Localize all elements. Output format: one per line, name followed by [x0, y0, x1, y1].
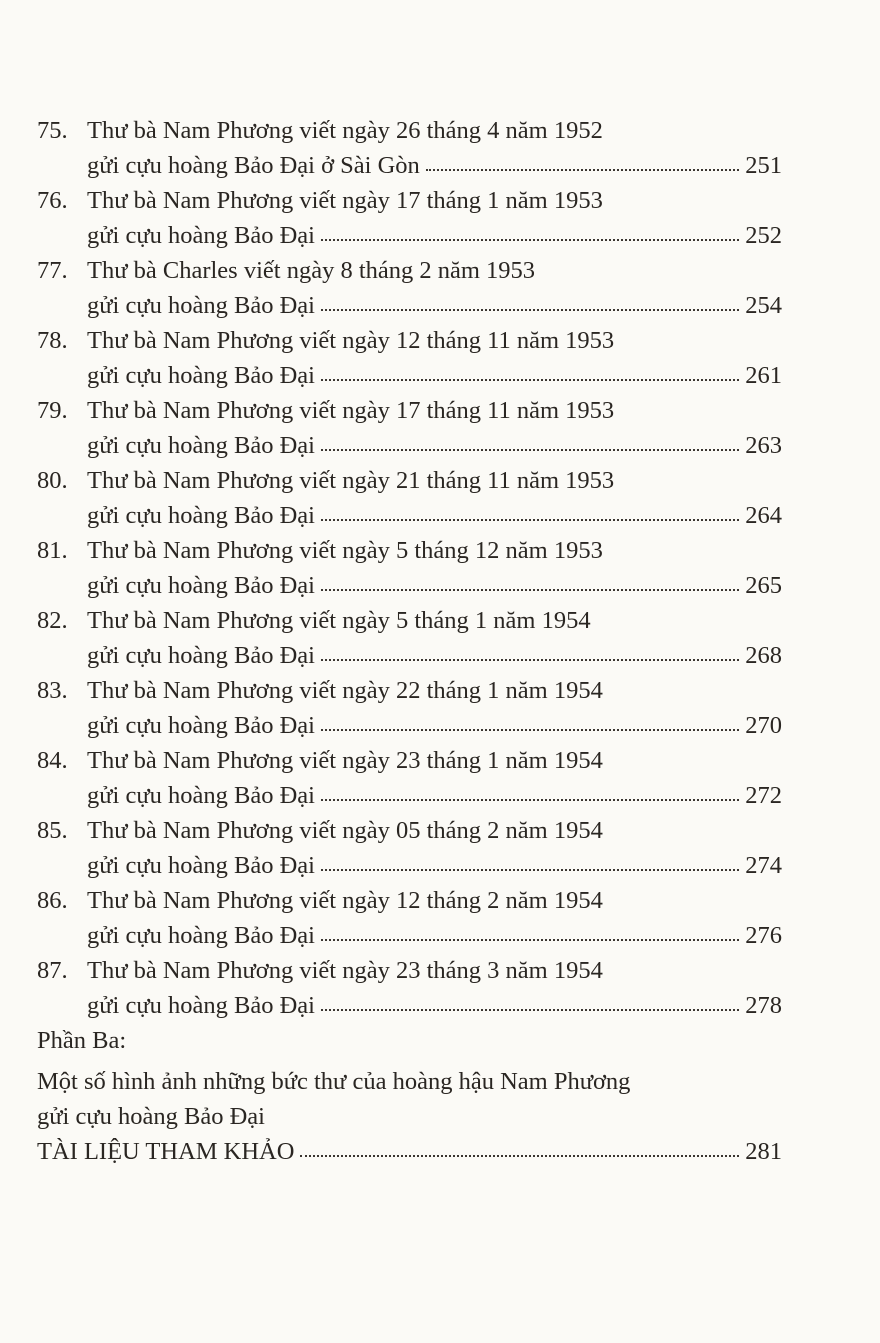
toc-entry-title: Thư bà Nam Phương viết ngày 05 tháng 2 năm 1954 [87, 817, 603, 844]
dot-leader [321, 289, 739, 314]
toc-entry[interactable] [37, 603, 782, 673]
dot-leader [321, 359, 739, 384]
toc-entry-subtitle-line [37, 708, 782, 743]
toc-entry-title: Thư bà Nam Phương viết ngày 5 tháng 12 năm 1953 [87, 537, 603, 564]
toc-entry-title: Thư bà Charles viết ngày 8 tháng 2 năm 1953 [87, 257, 536, 284]
toc-entry-subtitle-line [37, 918, 782, 953]
toc-entry-subtitle-line [37, 778, 782, 813]
references-label: TÀI LIỆU THAM KHẢO [37, 1138, 295, 1165]
dot-leader [321, 219, 739, 244]
dot-leader [321, 429, 739, 454]
toc-entry-page-number: 263 [745, 432, 782, 459]
toc-entry-title-line [37, 393, 782, 428]
toc-entry-subtitle: gửi cựu hoàng Bảo Đại [87, 782, 315, 809]
toc-entry-subtitle-line [37, 218, 782, 253]
toc-entry-number: 77. [37, 257, 68, 284]
toc-entry-number: 83. [37, 677, 68, 704]
toc-entry-subtitle: gửi cựu hoàng Bảo Đại [87, 222, 315, 249]
dot-leader [321, 569, 739, 594]
toc-entry-title-line [37, 183, 782, 218]
dot-leader [321, 639, 739, 664]
toc-entry-number: 86. [37, 887, 68, 914]
toc-entry[interactable] [37, 813, 782, 883]
references-entry[interactable] [37, 1134, 782, 1169]
dot-leader [321, 989, 739, 1014]
toc-entry-page-number: 265 [745, 572, 782, 599]
toc-entry-title: Thư bà Nam Phương viết ngày 17 tháng 1 năm 1953 [87, 187, 603, 214]
toc-entry-title-line [37, 813, 782, 848]
part-three-title-line-1: Một số hình ảnh những bức thư của hoàng hậu Nam Phương [37, 1068, 631, 1095]
toc-entry-number: 78. [37, 327, 68, 354]
dot-leader [321, 919, 739, 944]
toc-entry-page-number: 254 [745, 292, 782, 319]
toc-entry-subtitle-line [37, 638, 782, 673]
toc-entry-title-line [37, 463, 782, 498]
toc-entry-number: 76. [37, 187, 68, 214]
toc-entry-subtitle-line [37, 988, 782, 1023]
toc-entry-subtitle: gửi cựu hoàng Bảo Đại [87, 362, 315, 389]
toc-entry-title: Thư bà Nam Phương viết ngày 17 tháng 11 năm 1953 [87, 397, 615, 424]
toc-entry[interactable] [37, 673, 782, 743]
toc-entry-subtitle-line [37, 288, 782, 323]
toc-entry[interactable] [37, 183, 782, 253]
toc-entry-subtitle: gửi cựu hoàng Bảo Đại [87, 852, 315, 879]
toc-entry-page-number: 278 [745, 992, 782, 1019]
toc-entry-title-line [37, 253, 782, 288]
toc-entry-title: Thư bà Nam Phương viết ngày 22 tháng 1 năm 1954 [87, 677, 603, 704]
toc-entry[interactable] [37, 323, 782, 393]
toc-entry[interactable] [37, 393, 782, 463]
part-three-heading: Phần Ba: [37, 1027, 127, 1054]
toc-entry-subtitle-line [37, 568, 782, 603]
toc-entry-subtitle: gửi cựu hoàng Bảo Đại [87, 642, 315, 669]
toc-entry-page-number: 274 [745, 852, 782, 879]
toc-entry[interactable] [37, 533, 782, 603]
toc-entry-title: Thư bà Nam Phương viết ngày 26 tháng 4 năm 1952 [87, 117, 603, 144]
references-page-number: 281 [745, 1138, 782, 1165]
table-of-contents [37, 113, 782, 1169]
toc-entry-subtitle-line [37, 428, 782, 463]
toc-entry-title-line [37, 743, 782, 778]
toc-entry-title: Thư bà Nam Phương viết ngày 5 tháng 1 năm 1954 [87, 607, 591, 634]
toc-entry-title: Thư bà Nam Phương viết ngày 12 tháng 2 năm 1954 [87, 887, 603, 914]
toc-entry-subtitle: gửi cựu hoàng Bảo Đại [87, 712, 315, 739]
dot-leader [321, 779, 739, 804]
dot-leader [321, 499, 739, 524]
toc-entry-page-number: 270 [745, 712, 782, 739]
toc-entry-subtitle: gửi cựu hoàng Bảo Đại [87, 502, 315, 529]
toc-entry-number: 84. [37, 747, 68, 774]
toc-entry-title-line [37, 113, 782, 148]
dot-leader [426, 149, 739, 174]
toc-entry-number: 81. [37, 537, 68, 564]
toc-entry-subtitle: gửi cựu hoàng Bảo Đại [87, 922, 315, 949]
dot-leader [321, 849, 739, 874]
toc-entry-title-line [37, 533, 782, 568]
dot-leader [300, 1135, 739, 1160]
toc-entry-page-number: 251 [745, 152, 782, 179]
toc-entry[interactable] [37, 463, 782, 533]
toc-entry-subtitle: gửi cựu hoàng Bảo Đại ở Sài Gòn [87, 152, 420, 179]
part-three-title-line-2: gửi cựu hoàng Bảo Đại [37, 1103, 265, 1130]
toc-entry-number: 87. [37, 957, 68, 984]
toc-entry[interactable] [37, 253, 782, 323]
toc-entry-subtitle-line [37, 358, 782, 393]
dot-leader [321, 709, 739, 734]
toc-entry-subtitle-line [37, 848, 782, 883]
toc-entry-number: 85. [37, 817, 68, 844]
toc-entry-subtitle: gửi cựu hoàng Bảo Đại [87, 992, 315, 1019]
toc-entry[interactable] [37, 743, 782, 813]
toc-entry-number: 79. [37, 397, 68, 424]
toc-entry-title: Thư bà Nam Phương viết ngày 23 tháng 1 năm 1954 [87, 747, 603, 774]
toc-entry-subtitle: gửi cựu hoàng Bảo Đại [87, 292, 315, 319]
toc-entry-title-line [37, 673, 782, 708]
toc-entry-number: 75. [37, 117, 68, 144]
toc-entry-title: Thư bà Nam Phương viết ngày 21 tháng 11 năm 1953 [87, 467, 615, 494]
toc-entry-title-line [37, 323, 782, 358]
toc-entry-subtitle: gửi cựu hoàng Bảo Đại [87, 572, 315, 599]
toc-entry-page-number: 276 [745, 922, 782, 949]
toc-entry-number: 82. [37, 607, 68, 634]
toc-entry[interactable] [37, 953, 782, 1023]
toc-entry-number: 80. [37, 467, 68, 494]
toc-entries [37, 113, 782, 1023]
toc-entry-page-number: 272 [745, 782, 782, 809]
toc-entry-title-line [37, 603, 782, 638]
toc-entry[interactable] [37, 883, 782, 953]
toc-entry-title-line [37, 883, 782, 918]
toc-entry-page-number: 264 [745, 502, 782, 529]
toc-entry-subtitle: gửi cựu hoàng Bảo Đại [87, 432, 315, 459]
toc-entry-title-line [37, 953, 782, 988]
toc-entry[interactable] [37, 113, 782, 183]
toc-entry-page-number: 261 [745, 362, 782, 389]
toc-entry-page-number: 252 [745, 222, 782, 249]
toc-entry-subtitle-line [37, 148, 782, 183]
toc-entry-title: Thư bà Nam Phương viết ngày 12 tháng 11 năm 1953 [87, 327, 615, 354]
toc-entry-title: Thư bà Nam Phương viết ngày 23 tháng 3 năm 1954 [87, 957, 603, 984]
toc-entry-page-number: 268 [745, 642, 782, 669]
toc-entry-subtitle-line [37, 498, 782, 533]
